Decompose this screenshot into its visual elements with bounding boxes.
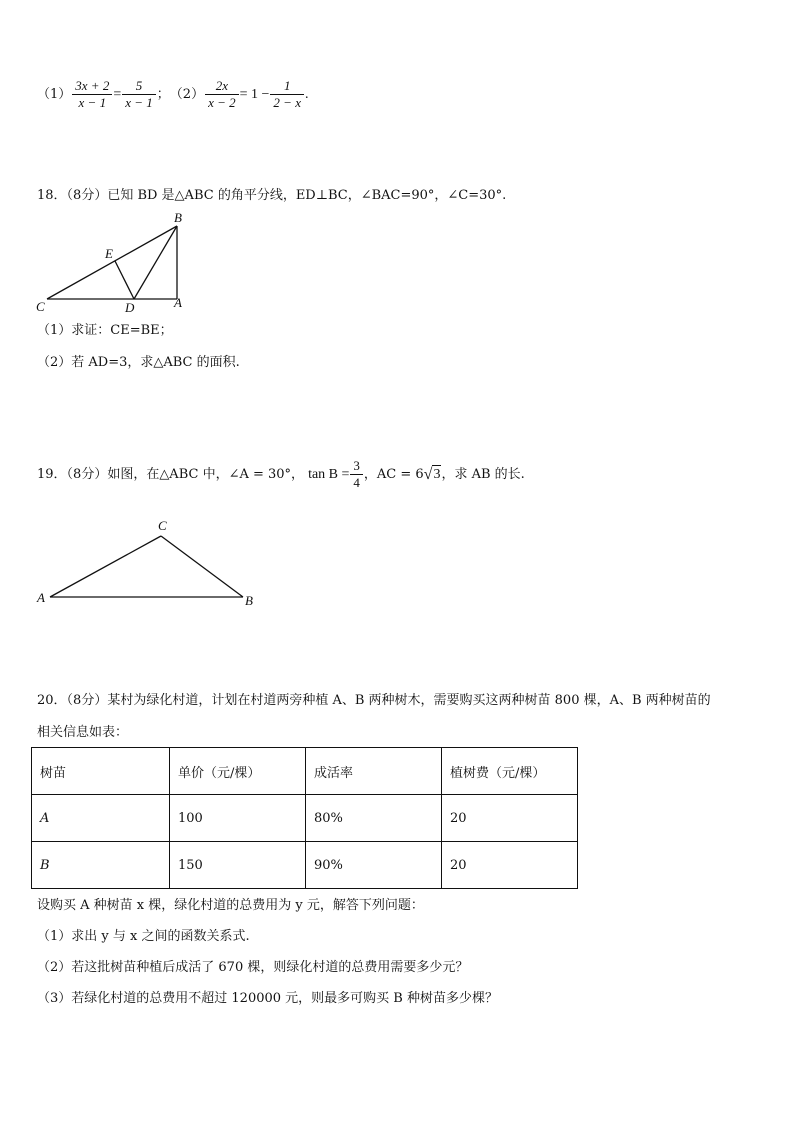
q20-info-table <box>31 747 578 889</box>
table-cell: 100 <box>170 795 306 842</box>
q17-eq2-lhs-fraction <box>205 78 239 111</box>
table-cell: 20 <box>442 842 578 889</box>
q17-eq1-lhs-fraction <box>72 78 112 111</box>
table-cell: B <box>32 842 170 889</box>
table-header-cell: 植树费（元/棵） <box>442 748 578 795</box>
q18-side-cb <box>47 226 177 299</box>
q18-label-d: D <box>125 300 135 315</box>
q18-segment-ed <box>115 261 134 299</box>
q17-eq2-middle: = 1 − <box>239 86 270 102</box>
q19-stem <box>37 458 525 491</box>
q17-eq1-lhs-denominator: x − 1 <box>78 95 107 110</box>
q19-label-b: B <box>245 593 253 608</box>
q19-side-cb <box>161 536 243 597</box>
table-cell: A <box>32 795 170 842</box>
q19-ac-prefix: ，AC = 6 <box>363 466 424 482</box>
table-cell: 90% <box>306 842 442 889</box>
q20-part3: （3）若绿化村道的总费用不超过 120000 元，则最多可购买 B 种树苗多少棵？ <box>37 991 498 1006</box>
q19-side-ac <box>50 536 161 597</box>
q17-part1-label: （1） <box>37 86 72 102</box>
q17-eq1-lhs-numerator: 3x + 2 <box>72 78 112 95</box>
q17-end-period: . <box>304 86 309 102</box>
q19-suffix: ，求 AB 的长. <box>441 466 525 482</box>
q20-stem-line1: 20．（8分）某村为绿化村道，计划在村道两旁种植 A、B 两种树木，需要购买这两种树苗 800 棵，A、B 两种树苗的 <box>37 693 711 708</box>
q17-eq2-rhs-fraction <box>270 78 304 111</box>
q19-label-a: A <box>37 590 45 605</box>
q17-eq2-lhs-numerator: 2x <box>205 78 239 95</box>
q19-label-c: C <box>158 518 167 533</box>
q20-part1: （1）求出 y 与 x 之间的函数关系式. <box>37 929 250 944</box>
q17-eq1-rhs-denominator: x − 1 <box>125 95 153 110</box>
q18-stem: 18．（8分）已知 BD 是△ABC 的角平分线，ED⊥BC，∠BAC=90°，∠C=30°. <box>37 188 507 203</box>
table-cell: 80% <box>306 795 442 842</box>
table-header-cell: 单价（元/棵） <box>170 748 306 795</box>
q17-eq2-rhs-numerator: 1 <box>270 78 304 95</box>
table-header-cell: 树苗 <box>32 748 170 795</box>
q18-label-e: E <box>105 246 113 261</box>
q18-segment-bd <box>134 226 177 299</box>
q17-eq1-rhs-fraction <box>122 78 156 111</box>
q20-stem-line2: 相关信息如表： <box>37 725 129 740</box>
q17-eq1-rhs-numerator: 5 <box>122 78 156 95</box>
q18-part2: （2）若 AD=3，求△ABC 的面积. <box>37 355 240 370</box>
table-header-cell: 成活率 <box>306 748 442 795</box>
table-header-row <box>32 748 578 795</box>
table-cell: 150 <box>170 842 306 889</box>
q18-part1: （1）求证：CE=BE； <box>37 323 173 338</box>
q20-part2: （2）若这批树苗种植后成活了 670 棵，则绿化村道的总费用需要多少元？ <box>37 960 469 975</box>
q18-label-a: A <box>174 295 182 310</box>
q19-sqrt-radicand: 3 <box>433 467 441 482</box>
table-row <box>32 795 578 842</box>
q17-equations <box>37 78 308 111</box>
table-row <box>32 842 578 889</box>
q19-prefix: 19．（8分）如图，在△ABC 中，∠A = 30°， <box>37 466 305 482</box>
q20-intro: 设购买 A 种树苗 x 棵，绿化村道的总费用为 y 元，解答下列问题： <box>37 898 424 913</box>
q18-label-c: C <box>36 299 45 314</box>
q18-figure <box>30 208 200 318</box>
q19-tan-label: tan B = <box>308 466 350 482</box>
q17-eq2-rhs-denominator: 2 − x <box>273 95 301 110</box>
table-cell: 20 <box>442 795 578 842</box>
q17-eq1-equals: = <box>113 86 122 102</box>
q19-tan-denominator: 4 <box>353 475 360 490</box>
q19-tan-numerator: 3 <box>350 458 363 475</box>
q17-eq2-lhs-denominator: x − 2 <box>208 95 236 110</box>
q19-figure <box>30 515 265 610</box>
q19-sqrt-sign: √ <box>423 465 433 483</box>
q17-separator: ； <box>156 86 170 102</box>
q18-label-b: B <box>174 210 182 225</box>
q19-tan-fraction <box>350 458 363 491</box>
q17-part2-label: （2） <box>169 86 205 102</box>
